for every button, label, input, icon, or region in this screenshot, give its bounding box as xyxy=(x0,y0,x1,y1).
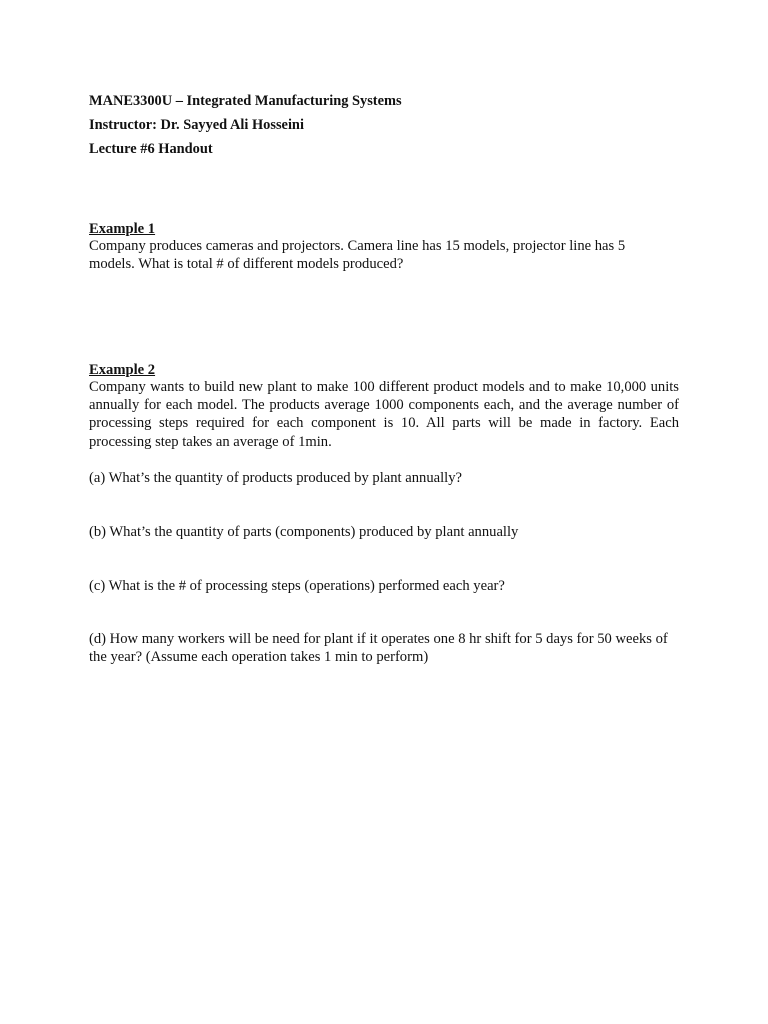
example1-heading: Example 1 xyxy=(89,221,156,237)
course-title: MANE3300U – Integrated Manufacturing Systems xyxy=(89,93,402,109)
question-d: (d) How many workers will be need for plant if it operates one 8 hr shift for 5 days for 50 weeks of the year? (Assume each operation takes 1 min to perform) xyxy=(89,631,668,666)
example2-body: Company wants to build new plant to make 100 different product models and to make 10,000 units annually for each model. The products average 1000 components each, and the average number of processing steps required for each component is 10. All parts will be made in factory. Each processing step takes an average of 1min. xyxy=(89,379,679,450)
example1-body: Company produces cameras and projectors. Camera line has 15 models, projector line has 5 models. What is total # of different models produced? xyxy=(89,238,626,273)
instructor-line: Instructor: Dr. Sayyed Ali Hosseini xyxy=(89,117,304,133)
question-c: (c) What is the # of processing steps (operations) performed each year? xyxy=(89,578,505,594)
question-a: (a) What’s the quantity of products produced by plant annually? xyxy=(89,470,462,486)
question-b: (b) What’s the quantity of parts (components) produced by plant annually xyxy=(89,524,519,540)
example2-heading: Example 2 xyxy=(89,362,156,378)
lecture-title: Lecture #6 Handout xyxy=(89,141,213,157)
